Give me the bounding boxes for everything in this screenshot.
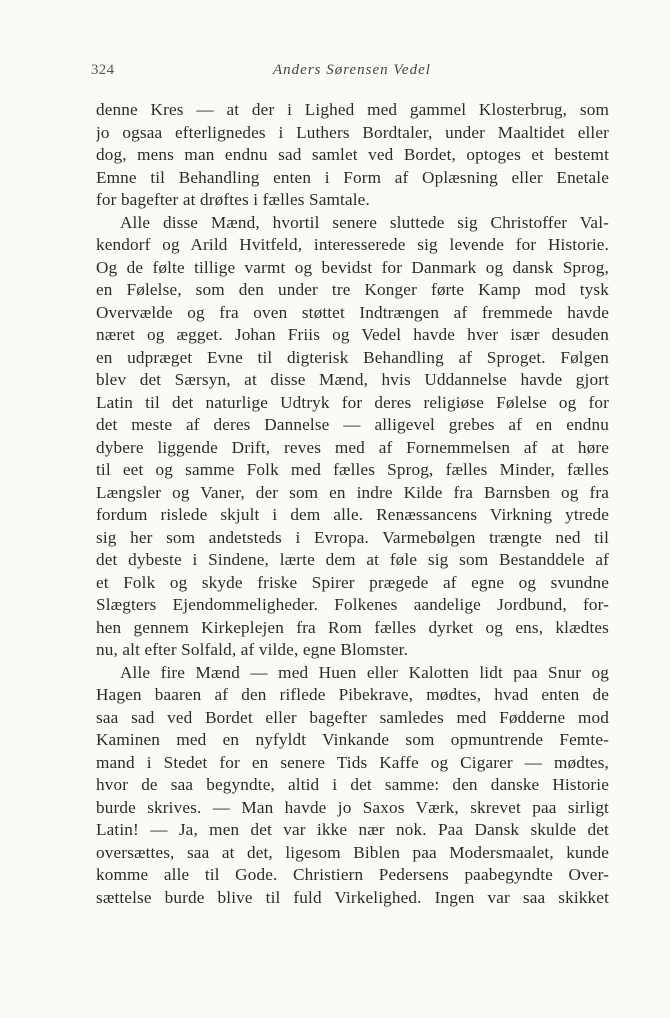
text-line: for bagefter at drøftes i fælles Samtale. [96,190,370,209]
text-line: Kaminen med en nyfyldt Vinkande som opmuntrende Femte- [96,730,609,749]
text-line: Latin! — Ja, men det var ikke nær nok. Paa Dansk skulde det [96,820,609,839]
running-header [91,62,611,84]
text-line: nu, alt efter Solfald, af vilde, egne Blomster. [96,640,409,659]
text-line: Latin til det naturlige Udtryk for deres religiøse Følelse og for [96,392,609,412]
text-line: burde skrives. — Man havde jo Saxos Værk, skrevet paa sirligt [96,797,609,817]
text-line: komme alle til Gode. Christiern Pedersens paabegyndte Over- [96,865,609,884]
text-line: jo ogsaa efterlignedes i Luthers Bordtaler, under Maaltidet eller [96,122,609,142]
text-line: det dybeste i Sindene, lærte dem at føle sig som Bestanddele af [96,550,609,569]
text-line: dybere liggende Drift, reves med af Fornemmelsen af at høre [96,437,609,457]
text-line: denne Kres — at der i Lighed med gammel Klosterbrug, som [96,100,609,119]
text-line: fordum rislede skjult i dem alle. Renæssancens Virkning ytrede [96,505,609,524]
text-line: kendorf og Arild Hvitfeld, interesserede sig levende for Historie. [96,235,609,254]
text-line: saa sad ved Bordet eller bagefter samledes med Fødderne mod [96,707,609,727]
text-line: sig her som andetsteds i Evropa. Varmebølgen trængte ned til [96,527,609,547]
text-line: et Folk og skyde friske Spirer prægede af egne og svundne [96,572,609,592]
text-line: sættelse burde blive til fuld Virkelighed. Ingen var saa skikket [96,887,609,907]
text-line: Hagen baaren af den riflede Pibekrave, mødtes, hvad enten de [96,685,609,704]
text-line: oversættes, saa at det, ligesom Biblen paa Modersmaalet, kunde [96,842,609,862]
running-title: Anders Sørensen Vedel [273,62,431,78]
text-line: dog, mens man endnu sad samlet ved Bordet, optoges et bestemt [96,145,609,164]
text-line: Slægters Ejendommeligheder. Folkenes aandelige Jordbund, for- [96,595,609,614]
page-number: 324 [91,62,115,78]
text-line: Længsler og Vaner, der som en indre Kilde fra Barnsben og fra [96,482,609,502]
text-line: næret og ægget. Johan Friis og Vedel havde hver især desuden [96,325,609,344]
body-text [96,99,609,909]
text-line: det meste af deres Dannelse — alligevel grebes af en endnu [96,415,609,434]
text-line: en udpræget Evne til digterisk Behandling af Sproget. Følgen [96,347,609,367]
text-line: Alle disse Mænd, hvortil senere sluttede sig Christoffer Val- [120,212,609,232]
text-line: mand i Stedet for en senere Tids Kaffe og Cigarer — mødtes, [96,752,609,772]
text-line: hvor de saa begyndte, altid i det samme: den danske Historie [96,775,609,794]
text-line: Emne til Behandling enten i Form af Oplæsning eller Enetale [96,167,609,187]
text-line: til eet og samme Folk med fælles Sprog, fælles Minder, fælles [96,460,609,479]
text-line: Alle fire Mænd — med Huen eller Kalotten lidt paa Snur og [120,662,609,682]
text-line: hen gennem Kirkeplejen fra Rom fælles dyrket og ens, klædtes [96,617,609,637]
text-line: en Følelse, som den under tre Konger førte Kamp mod tysk [96,280,609,299]
text-line: Og de følte tillige varmt og bevidst for Danmark og dansk Sprog, [96,257,609,277]
text-line: Overvælde og fra oven støttet Indtrængen af fremmede havde [96,302,609,322]
text-line: blev det Særsyn, at disse Mænd, hvis Uddannelse havde gjort [96,370,609,389]
